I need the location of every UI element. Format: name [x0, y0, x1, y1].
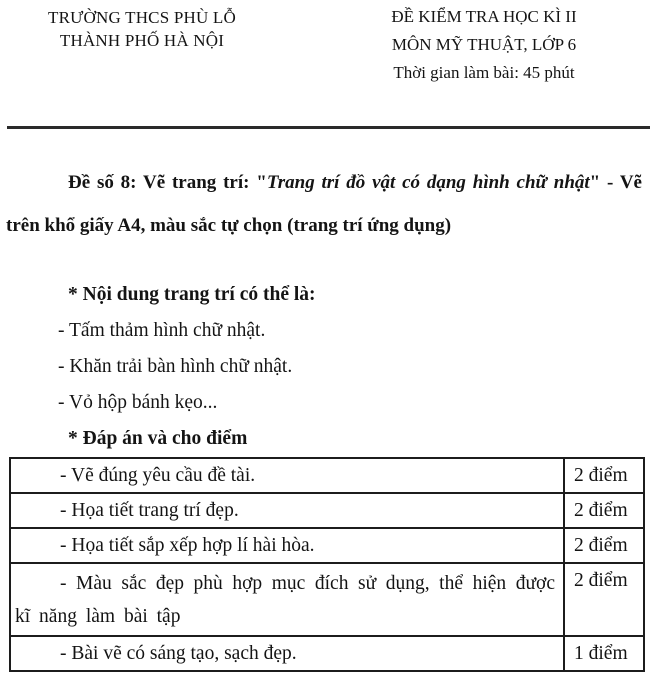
- exam-duration: Thời gian làm bài: 45 phút: [393, 63, 575, 82]
- criterion-cell: - Vẽ đúng yêu cầu đề tài.: [10, 458, 564, 493]
- divider-rule: [7, 126, 650, 129]
- score-cell: 2 điểm: [564, 458, 644, 493]
- school-city: THÀNH PHỐ HÀ NỘI: [59, 31, 225, 50]
- school-name: TRƯỜNG THCS PHÙ LỖ: [48, 8, 236, 27]
- table-row: [10, 528, 644, 563]
- document-header: [0, 0, 650, 96]
- score-cell: 2 điểm: [564, 528, 644, 563]
- assignment-quoted-title: Trang trí đồ vật có dạng hình chữ nhật: [266, 172, 590, 193]
- score-cell: 2 điểm: [564, 493, 644, 528]
- criterion-cell: - Họa tiết sắp xếp hợp lí hài hòa.: [10, 528, 564, 563]
- answer-heading: * Đáp án và cho điểm: [68, 428, 248, 449]
- exam-header: [358, 3, 610, 87]
- table-row: [10, 493, 644, 528]
- criterion-cell: - Họa tiết trang trí đẹp.: [10, 493, 564, 528]
- grading-table: [9, 457, 645, 672]
- content-heading: * Nội dung trang trí có thể là:: [68, 284, 316, 305]
- score-cell: 1 điểm: [564, 636, 644, 671]
- exam-subject: MÔN MỸ THUẬT, LỚP 6: [391, 35, 577, 54]
- assignment-paragraph: [6, 161, 642, 247]
- table-row: [10, 458, 644, 493]
- criterion-cell: - Màu sắc đẹp phù hợp mục đích sử dụng, thể hiện được kĩ năng làm bài tập: [10, 563, 564, 636]
- content-item: - Vỏ hộp bánh kẹo...: [58, 392, 218, 413]
- content-section: [0, 277, 650, 457]
- assignment-prefix: Đề số 8: Vẽ trang trí: ": [68, 172, 267, 193]
- content-item: - Khăn trải bàn hình chữ nhật.: [58, 356, 293, 377]
- school-header: [28, 6, 256, 52]
- table-row: [10, 563, 644, 636]
- exam-title: ĐỀ KIỂM TRA HỌC KÌ II: [391, 7, 577, 26]
- assignment-suffix: " - Vẽ trên khổ giấy A4, màu sắc tự chọn (trang trí ứng dụng): [6, 172, 642, 236]
- content-item: - Tấm thảm hình chữ nhật.: [58, 320, 266, 341]
- table-row: [10, 636, 644, 671]
- score-cell: 2 điểm: [564, 563, 644, 636]
- criterion-cell: - Bài vẽ có sáng tạo, sạch đẹp.: [10, 636, 564, 671]
